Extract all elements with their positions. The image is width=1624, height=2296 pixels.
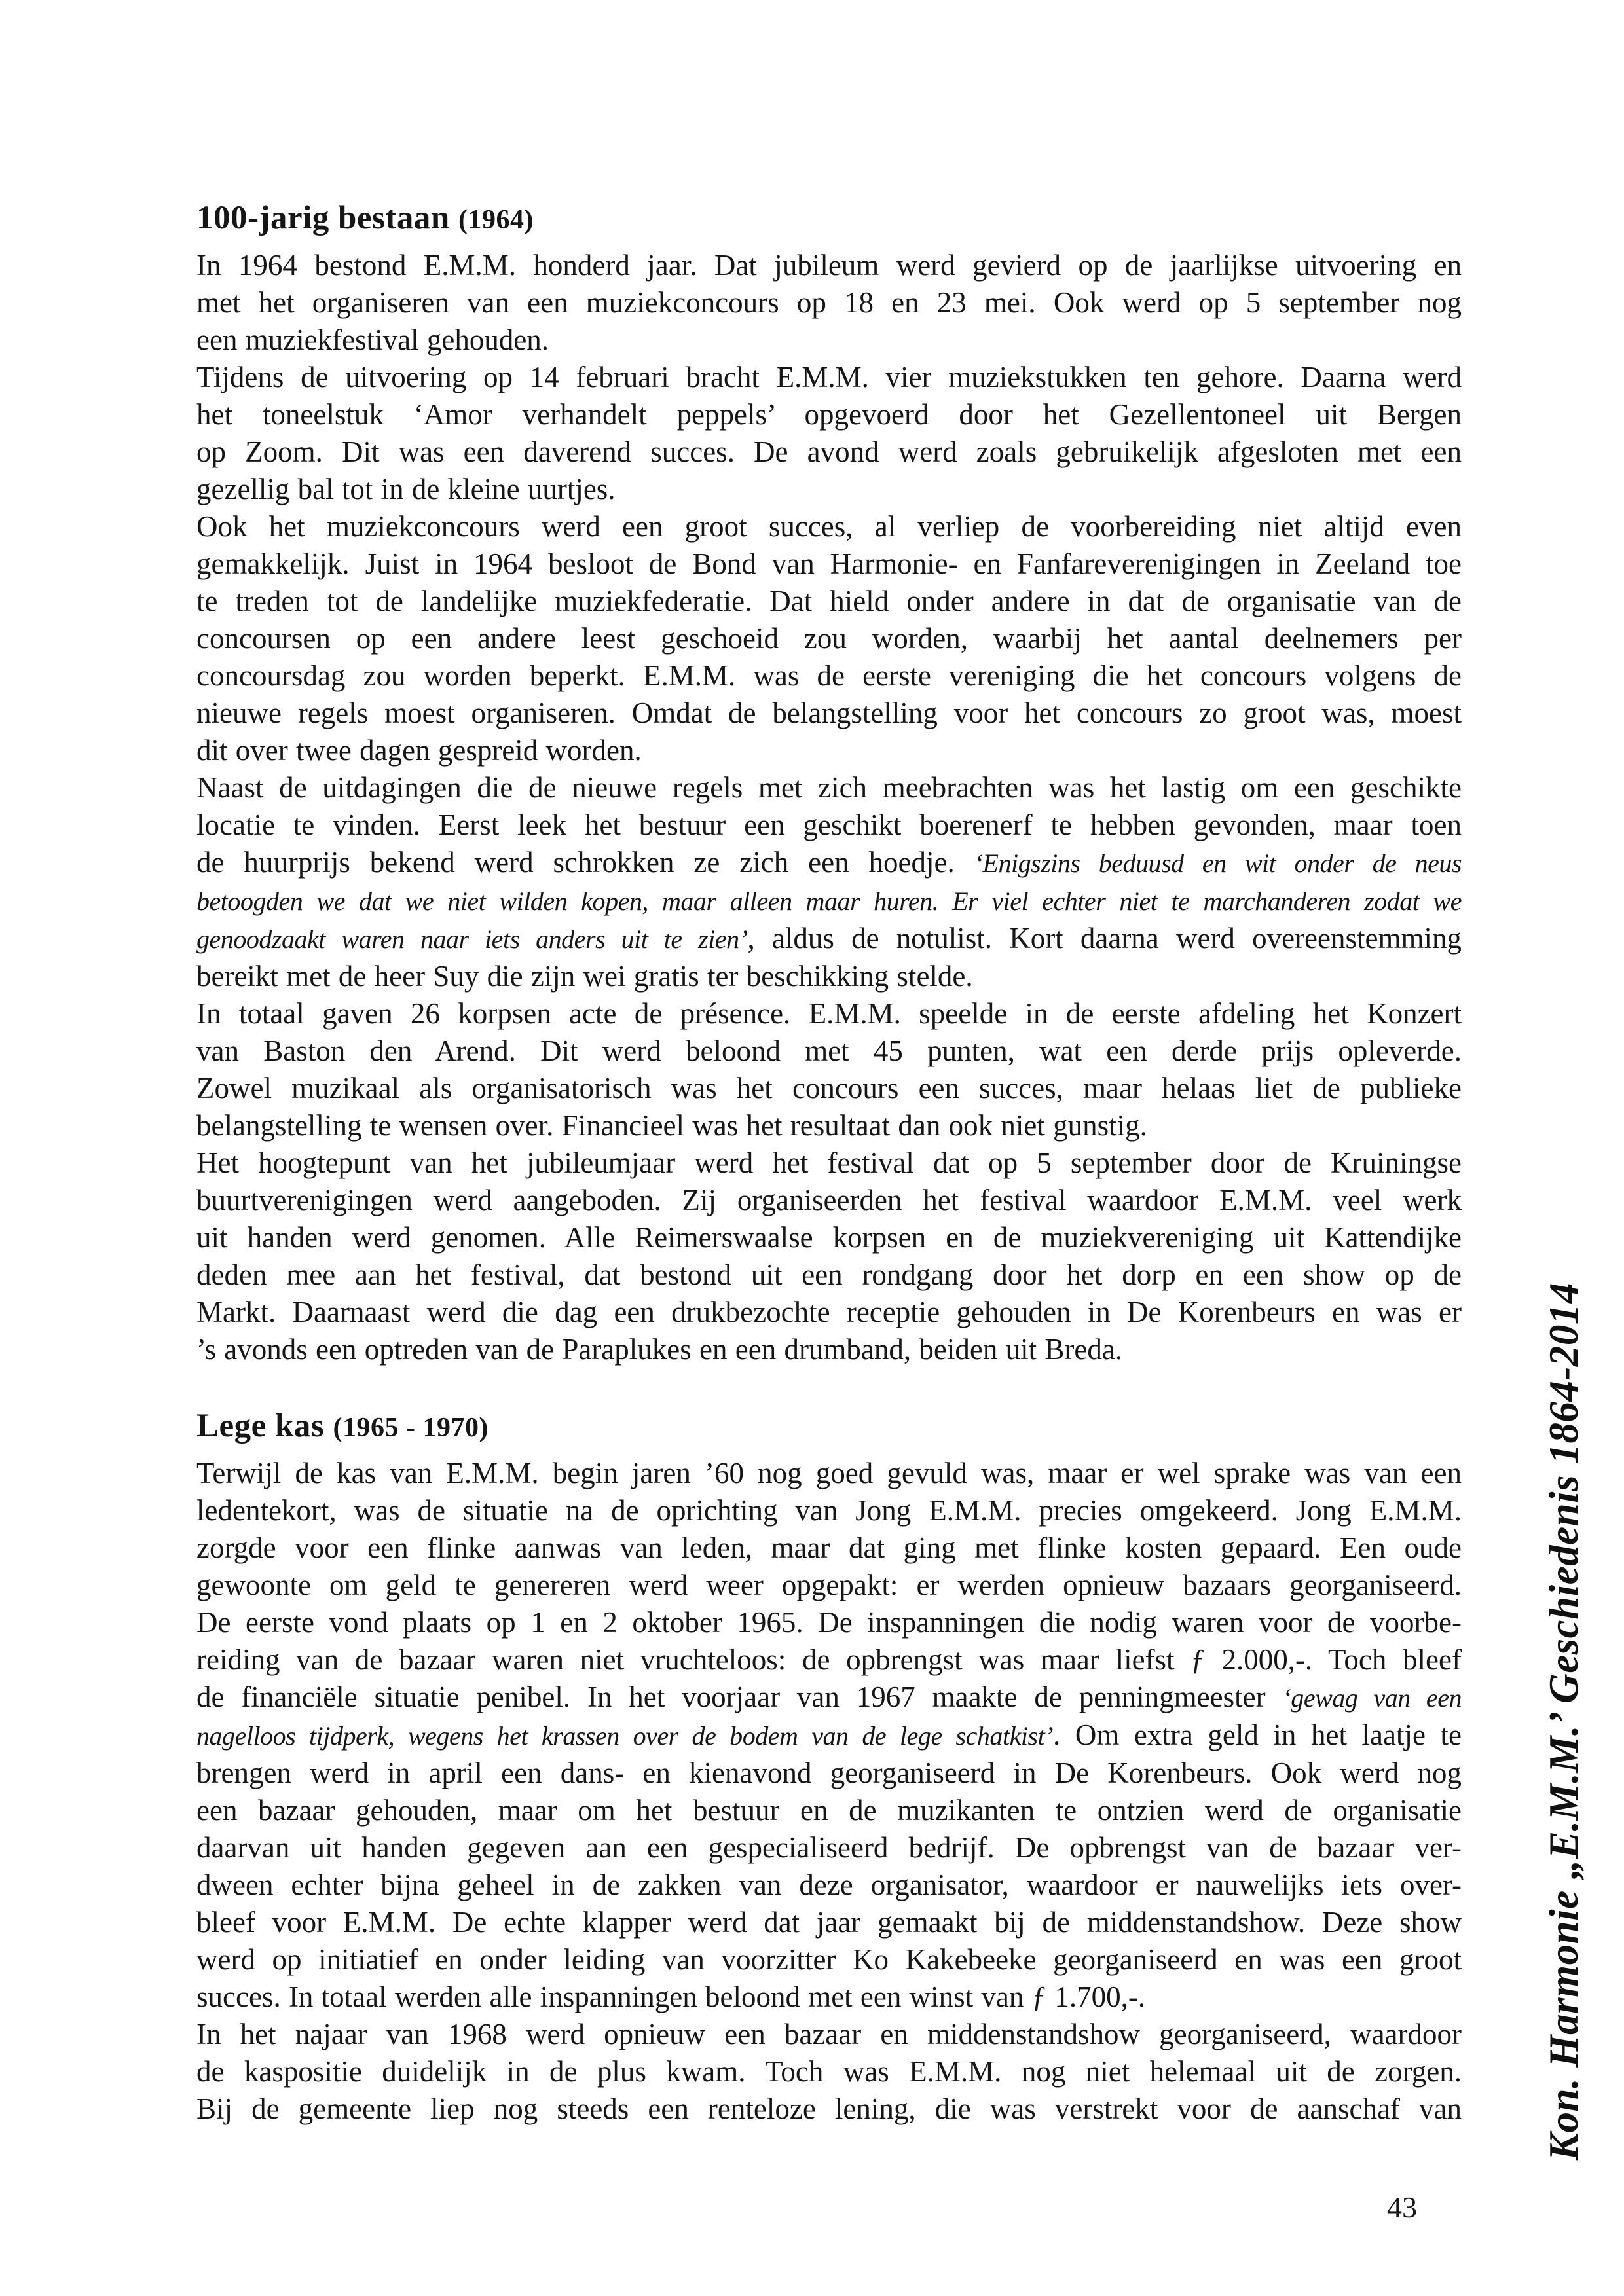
- body-text: een muziekfestival gehouden.: [196, 323, 549, 356]
- body-text-line: [196, 1567, 1462, 1604]
- body-text: gemakkelijk. Juist in 1964 besloot de Bond van Harmonie- en Fanfareverenigingen in Zeeland toe: [196, 547, 1462, 580]
- body-text: In het najaar van 1968 werd opnieuw een bazaar en middenstandshow georganiseerd, waardoor: [196, 2018, 1462, 2050]
- body-text-line: [196, 471, 1462, 508]
- body-text: de kaspositie duidelijk in de plus kwam. Toch was E.M.M. nog niet helemaal uit de zorgen.: [196, 2055, 1462, 2088]
- body-text-line: [196, 1904, 1462, 1941]
- quoted-italic-text: betoogden we dat we niet wilden kopen, maar alleen maar huren. Er viel echter niet te marchanderen zodat we: [196, 886, 1462, 916]
- body-text: reiding van de bazaar waren niet vruchteloos: de opbrengst was maar liefst ƒ 2.000,-. Toch bleef: [196, 1643, 1462, 1676]
- body-text-line: [196, 1755, 1462, 1792]
- body-text: gezellig bal tot in de kleine uurtjes.: [196, 473, 616, 505]
- body-text: De eerste vond plaats op 1 en 2 oktober 1965. De inspanningen die nodig waren voor de voorbe-: [196, 1606, 1462, 1639]
- quoted-italic-text: nagelloos tijdperk, wegens het krassen over de bodem van de lege schatkist’: [196, 1721, 1054, 1751]
- body-text-line: [196, 396, 1462, 433]
- body-text: bereikt met de heer Suy die zijn wei gratis ter beschikking stelde.: [196, 960, 973, 993]
- body-text: Tijdens de uitvoering op 14 februari bracht E.M.M. vier muziekstukken ten gehore. Daarna werd: [196, 361, 1462, 393]
- body-text: van Baston den Arend. Dit werd beloond met 45 punten, wat een derde prijs opleverde.: [196, 1034, 1462, 1067]
- body-text-line: [196, 1717, 1462, 1755]
- body-text-line: [196, 1641, 1462, 1679]
- body-text-line: [196, 1032, 1462, 1070]
- body-text-line: [196, 1331, 1462, 1368]
- section-heading: [196, 196, 1462, 242]
- body-text: Bij de gemeente liep nog steeds een renteloze lening, die was verstrekt voor de aanschaf van: [196, 2092, 1462, 2125]
- body-text-line: [196, 1182, 1462, 1219]
- body-text-line: [196, 1070, 1462, 1107]
- body-text-line: [196, 1256, 1462, 1294]
- body-text-line: [196, 1107, 1462, 1144]
- body-text-line: [196, 995, 1462, 1032]
- quoted-italic-text: ‘gewag van een: [1282, 1683, 1462, 1713]
- body-text-line: [196, 1941, 1462, 1978]
- body-text: het toneelstuk ‘Amor verhandelt peppels’ opgevoerd door het Gezellentoneel uit Bergen: [196, 398, 1462, 431]
- body-text: Markt. Daarnaast werd die dag een drukbezochte receptie gehouden in De Korenbeurs en was er: [196, 1296, 1462, 1328]
- body-text: uit handen werd genomen. Alle Reimerswaalse korpsen en de muziekvereniging uit Kattendijke: [196, 1221, 1462, 1254]
- body-text-line: [196, 2016, 1462, 2053]
- body-text: werd op initiatief en onder leiding van voorzitter Ko Kakebeeke georganiseerd en was een groot: [196, 1943, 1462, 1976]
- body-text: Zowel muzikaal als organisatorisch was het concours een succes, maar helaas liet de publieke: [196, 1072, 1462, 1104]
- body-text: te treden tot de landelijke muziekfederatie. Dat hield onder andere in dat de organisatie van de: [196, 585, 1462, 617]
- body-text-line: [196, 2053, 1462, 2090]
- body-text: buurtverenigingen werd aangeboden. Zij organiseerden het festival waardoor E.M.M. veel werk: [196, 1184, 1462, 1216]
- body-text-line: [196, 508, 1462, 545]
- body-text-line: [196, 1144, 1462, 1182]
- body-text: een bazaar gehouden, maar om het bestuur en de muzikanten te ontzien werd de organisatie: [196, 1794, 1462, 1827]
- body-text: locatie te vinden. Eerst leek het bestuur een geschikt boerenerf te hebben gevonden, maar toen: [196, 809, 1462, 841]
- body-text: zorgde voor een flinke aanwas van leden, maar dat ging met flinke kosten gepaard. Een oude: [196, 1531, 1462, 1564]
- body-text-line: [196, 732, 1462, 769]
- section-heading-title: Lege kas: [196, 1408, 333, 1444]
- body-text-line: [196, 545, 1462, 583]
- body-text-line: [196, 807, 1462, 844]
- body-text: . Om extra geld in het laatje te: [1053, 1719, 1462, 1751]
- body-text-line: [196, 620, 1462, 657]
- body-text: deden mee aan het festival, dat bestond uit een rondgang door het dorp en een show op de: [196, 1258, 1462, 1291]
- body-text-line: [196, 882, 1462, 920]
- quoted-italic-text: genoodzaakt waren naar iets anders uit te zien’: [196, 924, 748, 954]
- body-text: In totaal gaven 26 korpsen acte de présence. E.M.M. speelde in de eerste afdeling het Konzert: [196, 997, 1462, 1030]
- body-text-line: [196, 1829, 1462, 1867]
- body-text-line: [196, 247, 1462, 284]
- body-text-line: [196, 1867, 1462, 1904]
- body-text-line: [196, 1978, 1462, 2016]
- body-text: de financiële situatie penibel. In het voorjaar van 1967 maakte de penningmeester: [196, 1681, 1283, 1713]
- body-text: op Zoom. Dit was een daverend succes. De avond werd zoals gebruikelijk afgesloten met een: [196, 435, 1462, 468]
- body-text-line: [196, 1492, 1462, 1529]
- body-text: succes. In totaal werden alle inspanningen beloond met een winst van ƒ 1.700,-.: [196, 1980, 1146, 2013]
- sidebar-vertical-title: Kon. Harmonie „E.M.M.’ Geschiedenis 1864-2014: [1541, 1283, 1587, 2160]
- text-column: [196, 196, 1462, 2128]
- body-text: Terwijl de kas van E.M.M. begin jaren ’60 nog goed gevuld was, maar er wel sprake was van een: [196, 1457, 1462, 1489]
- body-text: Ook het muziekconcours werd een groot succes, al verliep de voorbereiding niet altijd even: [196, 510, 1462, 543]
- section-heading-years: (1964): [458, 205, 534, 235]
- body-text-line: [196, 1604, 1462, 1641]
- body-text-line: [196, 769, 1462, 807]
- section-heading: [196, 1404, 1462, 1449]
- body-text: ledentekort, was de situatie na de oprichting van Jong E.M.M. precies omgekeerd. Jong E.M.M.: [196, 1494, 1462, 1527]
- body-text: de huurprijs bekend werd schrokken ze zich een hoedje.: [196, 846, 974, 879]
- body-text: gewoonte om geld te genereren werd weer opgepakt: er werden opnieuw bazaars georganiseerd.: [196, 1569, 1462, 1601]
- body-text: dween echter bijna geheel in de zakken van deze organisator, waardoor er nauwelijks iets over-: [196, 1868, 1462, 1901]
- body-text-line: [196, 1529, 1462, 1567]
- section-heading-years: (1965 - 1970): [333, 1413, 489, 1443]
- body-text: ’s avonds een optreden van de Paraplukes en een drumband, beiden uit Breda.: [196, 1333, 1123, 1366]
- body-text: concoursdag zou worden beperkt. E.M.M. was de eerste vereniging die het concours volgens de: [196, 659, 1462, 692]
- body-text-line: [196, 583, 1462, 620]
- body-text-line: [196, 359, 1462, 396]
- body-text: bleef voor E.M.M. De echte klapper werd dat jaar gemaakt bij de middenstandshow. Deze show: [196, 1906, 1462, 1939]
- body-text-line: [196, 2090, 1462, 2128]
- body-text-line: [196, 920, 1462, 958]
- quoted-italic-text: ‘Enigszins beduusd en wit onder de neus: [974, 848, 1462, 878]
- body-text-line: [196, 1792, 1462, 1829]
- body-text-line: [196, 1679, 1462, 1717]
- body-text-line: [196, 433, 1462, 471]
- body-text-line: [196, 321, 1462, 359]
- body-text-line: [196, 1455, 1462, 1492]
- body-text-line: [196, 844, 1462, 882]
- body-text: met het organiseren van een muziekconcours op 18 en 23 mei. Ook werd op 5 september nog: [196, 286, 1462, 319]
- body-text-line: [196, 1294, 1462, 1331]
- body-text: belangstelling te wensen over. Financieel was het resultaat dan ook niet gunstig.: [196, 1109, 1147, 1142]
- body-text-line: [196, 657, 1462, 695]
- body-text: In 1964 bestond E.M.M. honderd jaar. Dat jubileum werd gevierd op de jaarlijkse uitvoering en: [196, 249, 1462, 282]
- body-text-line: [196, 695, 1462, 732]
- section-heading-title: 100-jarig bestaan: [196, 200, 458, 236]
- body-text-line: [196, 284, 1462, 321]
- body-text: dit over twee dagen gespreid worden.: [196, 734, 642, 767]
- body-text-line: [196, 958, 1462, 995]
- body-text: concoursen op een andere leest geschoeid zou worden, waarbij het aantal deelnemers per: [196, 622, 1462, 655]
- body-text: , aldus de notulist. Kort daarna werd overeenstemming: [747, 922, 1462, 955]
- body-text-line: [196, 1219, 1462, 1256]
- body-text: Naast de uitdagingen die de nieuwe regels met zich meebrachten was het lastig om een geschikte: [196, 771, 1462, 804]
- body-text: daarvan uit handen gegeven aan een gespecialiseerd bedrijf. De opbrengst van de bazaar ver-: [196, 1831, 1462, 1864]
- page-number: 43: [1387, 2191, 1417, 2224]
- body-text: nieuwe regels moest organiseren. Omdat de belangstelling voor het concours zo groot was, moest: [196, 697, 1462, 729]
- body-text: brengen werd in april een dans- en kienavond georganiseerd in De Korenbeurs. Ook werd nog: [196, 1757, 1462, 1789]
- body-text: Het hoogtepunt van het jubileumjaar werd het festival dat op 5 september door de Kruiningse: [196, 1146, 1462, 1179]
